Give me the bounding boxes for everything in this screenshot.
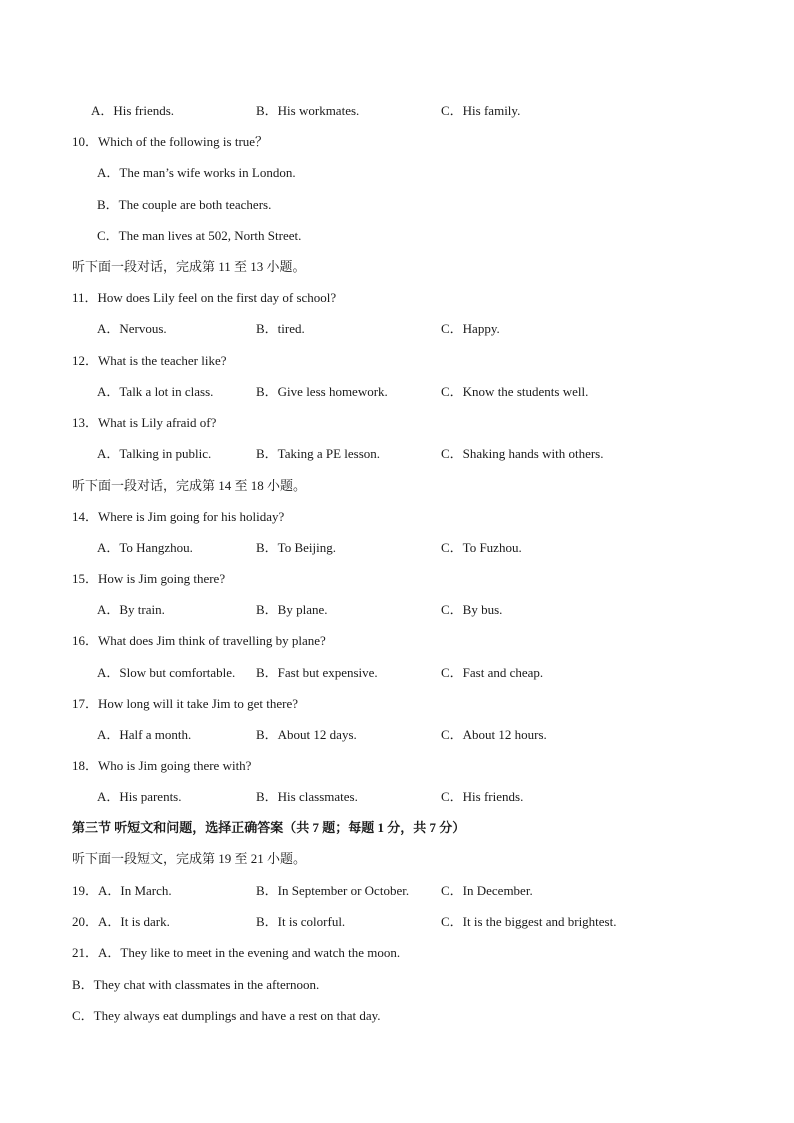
q19-option-c: C．In December. xyxy=(441,883,533,898)
q13-question: 13．What is Lily afraid of? xyxy=(72,415,217,430)
q14-option-c: C．To Fuzhou. xyxy=(441,540,522,555)
q15-question: 15．How is Jim going there? xyxy=(72,571,226,586)
q15-option-c: C．By bus. xyxy=(441,602,503,617)
q10-option-c: C．The man lives at 502, North Street. xyxy=(97,228,302,243)
q16-option-b: B．Fast but expensive. xyxy=(256,665,378,680)
q13-option-c: C．Shaking hands with others. xyxy=(441,446,604,461)
q10-option-a: A．The man’s wife works in London. xyxy=(97,165,296,180)
passage-instruction-19-21: 听下面一段短文，完成第 19 至 21 小题。 xyxy=(72,851,307,866)
q15-option-b: B．By plane. xyxy=(256,602,328,617)
q9-option-b: B．His workmates. xyxy=(256,103,360,118)
q20-option-b: B．It is colorful. xyxy=(256,914,346,929)
q13-option-a: A．Talking in public. xyxy=(97,446,212,461)
q13-option-b: B．Taking a PE lesson. xyxy=(256,446,381,461)
q10-question: 10．Which of the following is true？ xyxy=(72,134,269,149)
q12-option-b: B．Give less homework. xyxy=(256,384,388,399)
q19-option-a: 19．A．In March. xyxy=(72,883,172,898)
section-3-title: 第三节 听短文和问题，选择正确答案（共 7 题；每题 1 分，共 7 分） xyxy=(72,820,466,835)
q12-option-a: A．Talk a lot in class. xyxy=(97,384,214,399)
q15-option-a: A．By train. xyxy=(97,602,165,617)
q11-question: 11．How does Lily feel on the first day of school? xyxy=(72,290,337,305)
q21-option-c: C．They always eat dumplings and have a rest on that day. xyxy=(72,1008,381,1023)
q16-option-a: A．Slow but comfortable. xyxy=(97,665,236,680)
q16-option-c: C．Fast and cheap. xyxy=(441,665,544,680)
q11-option-a: A．Nervous. xyxy=(97,321,167,336)
q9-option-c: C．His family. xyxy=(441,103,521,118)
q10-option-b: B．The couple are both teachers. xyxy=(97,197,272,212)
dialog-instruction-11-13: 听下面一段对话，完成第 11 至 13 小题。 xyxy=(72,259,306,274)
q12-question: 12．What is the teacher like? xyxy=(72,353,227,368)
q17-option-b: B．About 12 days. xyxy=(256,727,357,742)
q18-question: 18．Who is Jim going there with? xyxy=(72,758,252,773)
q12-option-c: C．Know the students well. xyxy=(441,384,589,399)
q21-option-a: 21．A．They like to meet in the evening and watch the moon. xyxy=(72,945,401,960)
dialog-instruction-14-18: 听下面一段对话，完成第 14 至 18 小题。 xyxy=(72,478,307,493)
q14-option-b: B．To Beijing. xyxy=(256,540,336,555)
q21-option-b: B．They chat with classmates in the afternoon. xyxy=(72,977,320,992)
q18-option-a: A．His parents. xyxy=(97,789,182,804)
q16-question: 16．What does Jim think of travelling by plane? xyxy=(72,633,326,648)
q14-option-a: A．To Hangzhou. xyxy=(97,540,193,555)
q14-question: 14．Where is Jim going for his holiday? xyxy=(72,509,285,524)
q18-option-b: B．His classmates. xyxy=(256,789,358,804)
q9-option-a: A．His friends. xyxy=(91,103,175,118)
q11-option-c: C．Happy. xyxy=(441,321,500,336)
q20-option-a: 20．A．It is dark. xyxy=(72,914,170,929)
q17-question: 17．How long will it take Jim to get there? xyxy=(72,696,299,711)
q20-option-c: C．It is the biggest and brightest. xyxy=(441,914,617,929)
q11-option-b: B．tired. xyxy=(256,321,305,336)
q17-option-a: A．Half a month. xyxy=(97,727,192,742)
q19-option-b: B．In September or October. xyxy=(256,883,410,898)
q18-option-c: C．His friends. xyxy=(441,789,524,804)
q17-option-c: C．About 12 hours. xyxy=(441,727,547,742)
